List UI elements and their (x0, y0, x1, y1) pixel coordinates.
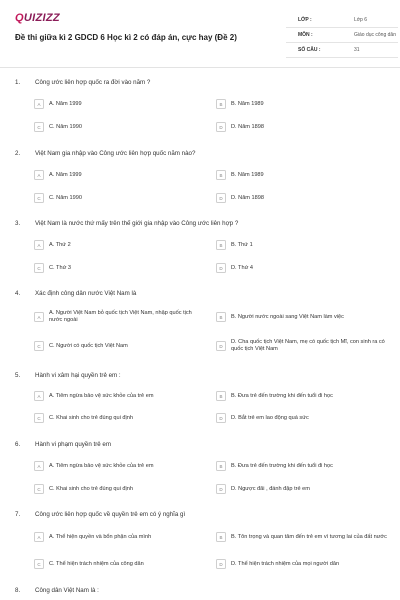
meta-label: SỐ CÂU : (298, 47, 321, 53)
question-number: 1. (15, 79, 21, 86)
option-letter: B (216, 99, 226, 109)
option-text: D. Cha quốc tịch Việt Nam, mẹ có quốc tịch Mĩ, con sinh ra có quốc tịch Việt Nam (231, 339, 385, 352)
option-d[interactable] (216, 338, 396, 354)
option-a[interactable] (34, 239, 204, 251)
meta-row-subject (286, 28, 398, 43)
question-text: Công dân Việt Nam là : (35, 587, 99, 594)
option-text: B. Đưa trẻ đến trường khi đến tuổi đi học (231, 392, 333, 399)
option-text: D. Thể hiện trách nhiệm của mọi người dân (231, 560, 340, 567)
option-c[interactable] (34, 338, 204, 354)
option-letter: A (34, 532, 44, 542)
option-text: B. Tôn trọng và quan tâm đến trẻ em vì tương lai của đất nước (231, 533, 387, 540)
option-c[interactable] (34, 192, 204, 204)
option-letter: C (34, 484, 44, 494)
option-letter: B (216, 532, 226, 542)
meta-label: MÔN : (298, 32, 313, 38)
option-b[interactable] (216, 169, 396, 181)
option-letter: B (216, 312, 226, 322)
option-letter: D (216, 263, 226, 273)
option-text: A. Tiêm ngừa bảo vệ sức khỏe của trẻ em (49, 392, 154, 399)
option-text: B. Năm 1989 (231, 100, 264, 107)
option-text: B. Người nước ngoài sang Việt Nam làm việc (231, 313, 344, 320)
option-b[interactable] (216, 239, 396, 251)
option-letter: C (34, 413, 44, 423)
option-d[interactable] (216, 192, 396, 204)
question-number: 6. (15, 441, 21, 448)
option-text: D. Năm 1898 (231, 123, 264, 130)
option-letter: D (216, 559, 226, 569)
meta-value: Lớp 6 (354, 17, 368, 23)
option-letter: A (34, 170, 44, 180)
option-b[interactable] (216, 390, 396, 402)
option-a[interactable] (34, 169, 204, 181)
question-number: 8. (15, 587, 21, 594)
worksheet-meta (286, 13, 398, 58)
option-text: B. Thứ 1 (231, 241, 253, 248)
option-text: B. Năm 1989 (231, 171, 264, 178)
option-letter: C (34, 193, 44, 203)
option-letter: C (34, 559, 44, 569)
option-letter: D (216, 413, 226, 423)
option-letter: C (34, 341, 44, 351)
quizizz-logo: QUIZIZZ (15, 12, 60, 24)
question-number: 2. (15, 150, 21, 157)
option-c[interactable] (34, 483, 204, 495)
option-a[interactable] (34, 390, 204, 402)
option-letter: B (216, 391, 226, 401)
meta-row-count (286, 43, 398, 58)
option-letter: B (216, 240, 226, 250)
question-number: 7. (15, 511, 21, 518)
meta-value: Giáo dục công dân (354, 32, 396, 38)
option-text: C. Năm 1990 (49, 123, 82, 130)
option-text: D. Bắt trẻ em lao động quá sức (231, 414, 309, 421)
option-c[interactable] (34, 121, 204, 133)
option-text: A. Người Việt Nam bỏ quốc tịch Việt Nam, nhập quốc tịch nước ngoài (49, 310, 192, 323)
meta-value: 31 (354, 47, 360, 53)
option-letter: B (216, 461, 226, 471)
option-letter: A (34, 99, 44, 109)
option-a[interactable] (34, 460, 204, 472)
option-text: C. Năm 1990 (49, 194, 82, 201)
question-text: Việt Nam là nước thứ mấy trên thế giới gia nhập vào Công ước liên hợp ? (35, 220, 239, 227)
question-text: Hành vi phạm quyền trẻ em (35, 441, 112, 448)
meta-label: LỚP : (298, 17, 312, 23)
meta-row-class (286, 13, 398, 28)
option-text: A. Năm 1999 (49, 171, 82, 178)
option-text: C. Thể hiện trách nhiệm của công dân (49, 560, 144, 567)
worksheet-title: Đề thi giữa kì 2 GDCD 6 Học kì 2 có đáp án, cực hay (Đề 2) (15, 33, 237, 42)
question-number: 5. (15, 372, 21, 379)
option-letter: B (216, 170, 226, 180)
option-c[interactable] (34, 262, 204, 274)
option-b[interactable] (216, 529, 396, 545)
option-letter: A (34, 312, 44, 322)
option-letter: A (34, 240, 44, 250)
option-text: A. Năm 1999 (49, 100, 82, 107)
option-text: B. Đưa trẻ đến trường khi đến tuổi đi học (231, 462, 333, 469)
option-d[interactable] (216, 412, 396, 424)
option-d[interactable] (216, 483, 396, 495)
question-text: Hành vi xâm hại quyền trẻ em : (35, 372, 121, 379)
option-b[interactable] (216, 98, 396, 110)
option-text: C. Người có quốc tịch Việt Nam (49, 342, 128, 349)
option-c[interactable] (34, 412, 204, 424)
option-text: A. Thứ 2 (49, 241, 71, 248)
option-d[interactable] (216, 121, 396, 133)
option-letter: A (34, 461, 44, 471)
option-letter: A (34, 391, 44, 401)
option-b[interactable] (216, 460, 396, 472)
option-a[interactable] (34, 98, 204, 110)
question-number: 4. (15, 290, 21, 297)
option-a[interactable] (34, 309, 204, 325)
option-d[interactable] (216, 558, 396, 570)
option-text: C. Khai sinh cho trẻ đúng qui định (49, 485, 133, 492)
option-text: A. Thể hiện quyền và bổn phận của mình (49, 533, 152, 540)
option-a[interactable] (34, 529, 204, 545)
option-text: C. Thứ 3 (49, 264, 71, 271)
question-text: Việt Nam gia nhập vào Công ước liên hợp quốc năm nào? (35, 150, 196, 157)
option-letter: C (34, 263, 44, 273)
option-d[interactable] (216, 262, 396, 274)
option-text: D. Ngược đãi , đánh đập trẻ em (231, 485, 310, 492)
question-number: 3. (15, 220, 21, 227)
option-text: D. Năm 1898 (231, 194, 264, 201)
question-text: Xác định công dân nước Việt Nam là (35, 290, 137, 297)
option-text: A. Tiêm ngừa bảo vệ sức khỏe của trẻ em (49, 462, 154, 469)
option-letter: C (34, 122, 44, 132)
option-letter: D (216, 122, 226, 132)
option-letter: D (216, 341, 226, 351)
option-letter: D (216, 484, 226, 494)
option-b[interactable] (216, 309, 396, 325)
question-text: Công ước liên hợp quốc ra đời vào năm ? (35, 79, 151, 86)
option-c[interactable] (34, 558, 204, 570)
question-text: Công ước liên hợp quốc về quyền trẻ em có ý nghĩa gì (35, 511, 186, 518)
header-divider (0, 67, 400, 68)
worksheet-header (0, 0, 400, 68)
option-text: C. Khai sinh cho trẻ đúng qui định (49, 414, 133, 421)
option-letter: D (216, 193, 226, 203)
option-text: D. Thứ 4 (231, 264, 253, 271)
